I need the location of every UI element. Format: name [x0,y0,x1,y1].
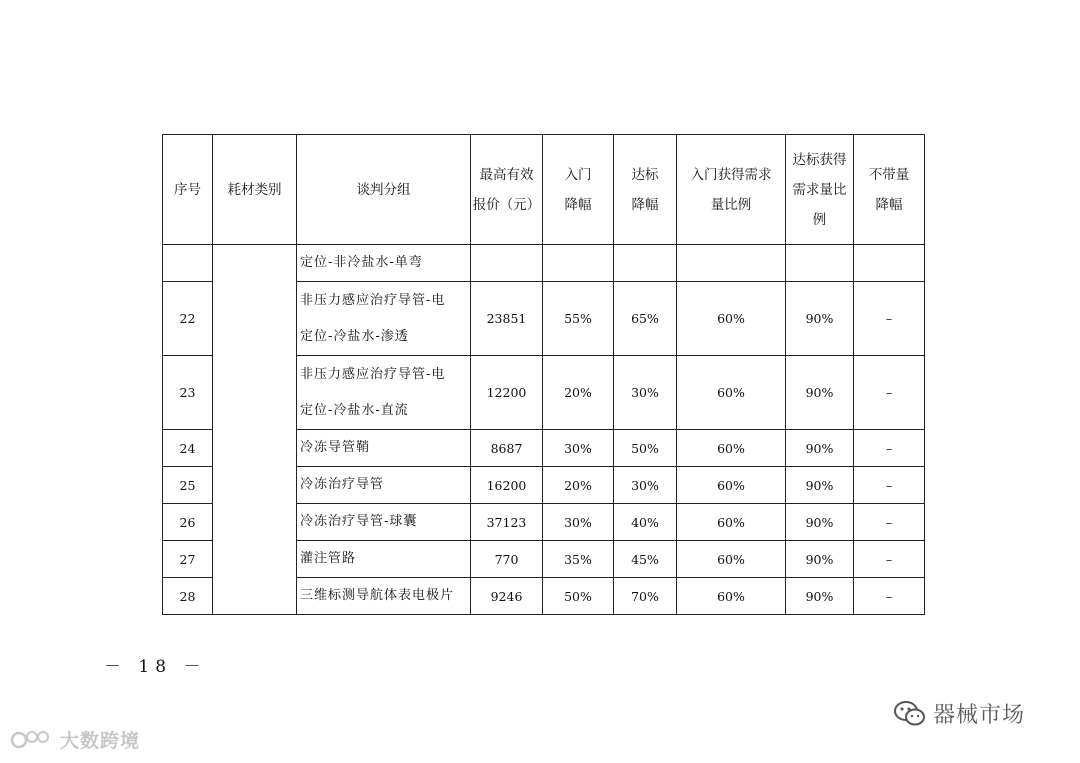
cell-entry-ratio: 60% [677,541,786,578]
cell-entry-drop: 50% [543,578,614,615]
header-cell: 入门获得需求 量比例 [677,135,786,245]
cell-entry-ratio [677,245,786,282]
cell-price: 9246 [471,578,543,615]
watermark-right-text: 器械市场 [933,703,1026,728]
cell-group: 灌注管路 [297,541,471,578]
cell-nonvol-drop: – [854,356,925,430]
header-cell: 达标获得 需求量比 例 [786,135,854,245]
watermark-left [10,726,140,753]
cell-entry-ratio: 60% [677,578,786,615]
cell-no: 26 [163,504,213,541]
cell-no: 23 [163,356,213,430]
cell-price: 12200 [471,356,543,430]
cell-target-drop: 40% [614,504,677,541]
cell-target-drop: 30% [614,467,677,504]
watermark-right [893,698,1025,729]
cell-nonvol-drop: – [854,504,925,541]
cell-entry-drop: 35% [543,541,614,578]
cell-group: 冷冻治疗导管 [297,467,471,504]
header-cell: 耗材类别 [213,135,297,245]
cell-target-drop: 30% [614,356,677,430]
cell-nonvol-drop: – [854,282,925,356]
cell-group: 三维标测导航体表电极片 [297,578,471,615]
cell-nonvol-drop: – [854,467,925,504]
cell-target-ratio: 90% [786,430,854,467]
cell-target-ratio [786,245,854,282]
cell-entry-ratio: 60% [677,430,786,467]
cell-group: 非压力感应治疗导管-电 定位-冷盐水-渗透 [297,282,471,356]
cell-price: 16200 [471,467,543,504]
cell-price: 770 [471,541,543,578]
page-number: － 18 － [104,657,207,677]
cell-target-ratio: 90% [786,578,854,615]
cell-target-drop: 65% [614,282,677,356]
cell-entry-drop: 55% [543,282,614,356]
cell-entry-ratio: 60% [677,467,786,504]
cell-price [471,245,543,282]
cell-entry-drop [543,245,614,282]
header-cell: 序号 [163,135,213,245]
cell-entry-ratio: 60% [677,504,786,541]
cell-entry-drop: 20% [543,356,614,430]
cell-group: 冷冻导管鞘 [297,430,471,467]
cell-no: 27 [163,541,213,578]
cell-target-ratio: 90% [786,504,854,541]
cell-no: 22 [163,282,213,356]
cell-price: 37123 [471,504,543,541]
watermark-left-text: 大数跨境 [60,730,141,752]
header-cell: 不带量 降幅 [854,135,925,245]
cell-nonvol-drop: – [854,578,925,615]
wechat-icon [893,700,927,728]
header-cell: 达标 降幅 [614,135,677,245]
cell-entry-drop: 30% [543,430,614,467]
cell-price: 23851 [471,282,543,356]
cell-category [213,245,297,615]
cell-target-drop [614,245,677,282]
cell-entry-ratio: 60% [677,282,786,356]
cell-no: 24 [163,430,213,467]
cell-group: 非压力感应治疗导管-电 定位-冷盐水-直流 [297,356,471,430]
cell-target-ratio: 90% [786,282,854,356]
cell-target-ratio: 90% [786,541,854,578]
cell-target-ratio: 90% [786,356,854,430]
cell-no: 28 [163,578,213,615]
header-cell: 入门 降幅 [543,135,614,245]
cell-entry-drop: 20% [543,467,614,504]
table-row [163,245,925,282]
cell-target-drop: 70% [614,578,677,615]
header-cell: 最高有效 报价（元） [471,135,543,245]
cell-no [163,245,213,282]
cell-nonvol-drop [854,245,925,282]
cell-target-drop: 50% [614,430,677,467]
brand-logo-icon [10,727,54,753]
cell-price: 8687 [471,430,543,467]
cell-group: 定位-非冷盐水-单弯 [297,245,471,282]
table-header-row [163,135,925,245]
cell-target-ratio: 90% [786,467,854,504]
header-cell: 谈判分组 [297,135,471,245]
cell-nonvol-drop: – [854,430,925,467]
cell-target-drop: 45% [614,541,677,578]
cell-group: 冷冻治疗导管-球囊 [297,504,471,541]
cell-no: 25 [163,467,213,504]
cell-nonvol-drop: – [854,541,925,578]
procurement-table [162,134,925,615]
cell-entry-ratio: 60% [677,356,786,430]
cell-entry-drop: 30% [543,504,614,541]
